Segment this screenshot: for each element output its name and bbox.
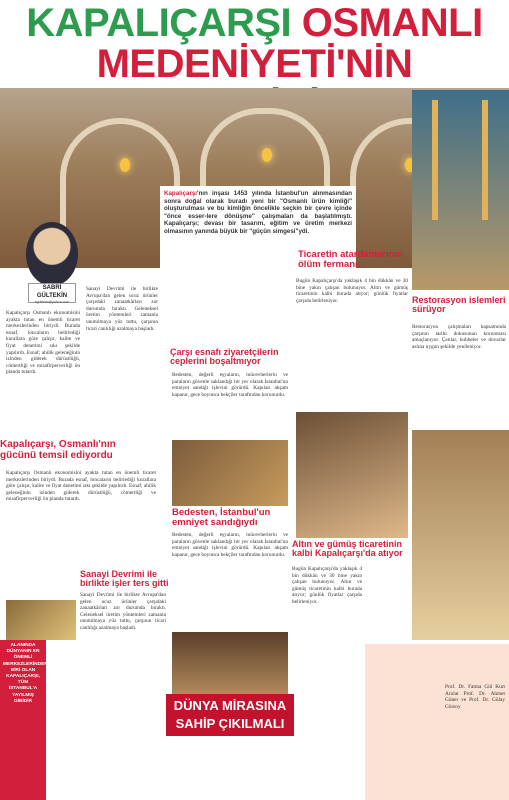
minaret-decoration	[432, 100, 438, 220]
author-name: SABRİ GÜLTEKİN	[36, 285, 68, 299]
pink-sidebar-text: Prof. Dr. Fatma Gül Kurt Arolat Prof. Dr. Ahmet Güner ve Prof. Dr. Gülay Gürsoy	[445, 684, 505, 710]
author-card	[28, 283, 76, 303]
mosque-photo	[412, 90, 509, 290]
headline-word-medeniyeti: MEDENİYETİ'NİN	[96, 42, 413, 86]
body-column-f: Sanayi Devrimi ile birlikte Avrupa'dan gelen ucuz ürünler çarşıdaki zanaatkârları zor durumda bıraktı. Geleneksel üretim yöntemleri zamanla unutulmaya yüz tuttu, çarşının ticari canlılığı azalmaya başladı.	[80, 592, 166, 631]
lamp-icon	[120, 158, 130, 172]
heading-restorasyon: Restorasyon islemleri sürüyor	[412, 295, 506, 315]
heading-carsi-esnafi: Çarşı esnafı ziyaretçilerin ceplerini boşaltmıyor	[170, 347, 279, 367]
heading-bedesten: Bedesten, İstanbul'un emniyet sandığıydı	[172, 507, 271, 528]
heading-osmanli-gucu: Kapalıçarşı, Osmanlı'nın gücünü temsil ediyordu	[0, 439, 116, 461]
world-heritage-banner	[166, 694, 294, 736]
headline	[0, 0, 509, 88]
body-column-e: Restorasyon çalışmaları kapsamında çarşının tarihi dokusunun korunması amaçlanıyor. Çatılar, kubbeler ve duvarlar aslına uygun şekilde yenileniyor.	[412, 324, 506, 350]
minaret-decoration	[482, 100, 488, 220]
jewelry-shop-photo	[296, 412, 408, 538]
banner-line-2: SAHİP ÇIKILMALI	[175, 716, 285, 731]
body-column-g: Bedesten, değerli eşyaların, mücevherlerin ve paraların güvenle saklandığı bir yer olarak İstanbul'un emniyet sandığı işlevini görürdü. Kapıları akşam kapanır, gece boyunca bekçiler tarafından korunurdu.	[172, 532, 288, 558]
body-column-h: Bugün Kapalıçarşı'da yaklaşık 4 bin dükkân ve 30 bine yakın çalışan bulunuyor. Altın ve gümüş ticaretinin kalbi burada atıyor; günlük fiyatlar çarşıda belirleniyor.	[292, 566, 362, 605]
body-column-a: Kapalıçarşı Osmanlı ekonomisini ayakta tutan en önemli ticaret merkezlerinden biriydi. Burada esnaf, loncaların belirlediği kurallara göre çalışır, kalite ve fiyat denetimi sıkı şekilde yapılırdı. Esnaf; ahilik geleneğinin izinden giderek dürüstlüğü, cömertliği ve misafirperverliği ön planda tutardı.	[6, 310, 80, 376]
intro-highlight: Kapalıçarşı	[164, 190, 198, 197]
artifact-photo	[6, 600, 76, 640]
author-email: sgultekin@yahoo.com	[34, 300, 70, 304]
heading-ticaretin: Ticaretin atardamarının ölüm fermanı	[298, 249, 403, 270]
red-callout-text: ALANINDA DÜNYANIN EN ÖNEMLİ MERKEZLERİNDEN BİRİ OLAN KAPALIÇARŞI, TÜM İSTANBUL'A YAYILMIŞ GİBİDİR	[3, 643, 48, 704]
pink-sidebar	[365, 644, 509, 800]
banner-line-1: DÜNYA MİRASINA	[173, 698, 287, 713]
body-column-c: Bedesten, değerli eşyaların, mücevherlerin ve paraların güvenle saklandığı bir yer olarak İstanbul'un emniyet sandığı işlevini görürdü. Kapıları akşam kapanır, gece boyunca bekçiler tarafından korunurdu.	[172, 372, 288, 398]
headline-line-1	[0, 2, 509, 44]
shopkeeper-photo	[172, 440, 288, 506]
lamp-icon	[262, 148, 272, 162]
headline-word-osmanli: OSMANLI	[301, 1, 483, 45]
body-column-a2: Kapalıçarşı Osmanlı ekonomisini ayakta tutan en önemli ticaret merkezlerinden biriydi. Burada esnaf, loncaların belirlediği kurallara göre çalışır, kalite ve fiyat denetimi sıkı şekilde yapılırdı. Esnaf; ahilik geleneğinin izinden giderek dürüstlüğü, cömertliği ve misafirperverliği ön planda tutardı.	[6, 470, 156, 503]
headline-word-kapalicarsi: KAPALIÇARŞI	[26, 1, 292, 45]
author-portrait	[26, 222, 78, 286]
red-callout-box	[0, 640, 46, 800]
heading-sanayi: Sanayi Devrimi ile birlikte işler ters gitti	[80, 569, 169, 589]
bazaar-corridor-photo	[172, 632, 288, 694]
body-column-d: Bugün Kapalıçarşı'da yaklaşık 4 bin dükkân ve 30 bine yakın çalışan bulunuyor. Altın ve gümüş ticaretinin kalbi burada atıyor; günlük fiyatlar çarşıda belirleniyor.	[296, 278, 408, 304]
intro-text: 'nın inşası 1453 yılında İstanbul'un alınmasından sonra doğal olarak buradı yeni bir "Osmanlı ürün kimliği" oluşturulması ve bu kimliğin öncelikle seçkin bir çevre içinde "önce esser-lere dönüşme" çalışmaları da başlatılmıştı. Kapalıçarşı; devası bir tasarım, eğitim ve üretim merkezi olmasının yanında büyük bir "güçün simgesi"ydi.	[164, 190, 352, 235]
heading-altin: Altın ve gümüş ticaretinin kalbi Kapalıçarşı'da atıyor	[292, 539, 403, 559]
body-column-b: Sanayi Devrimi ile birlikte Avrupa'dan gelen ucuz ürünler çarşıdaki zanaatkârları zor durumda bıraktı. Geleneksel üretim yöntemleri zamanla unutulmaya yüz tuttu, çarşının ticari canlılığı azalmaya başladı.	[86, 286, 158, 332]
ceramics-photo	[412, 430, 509, 640]
